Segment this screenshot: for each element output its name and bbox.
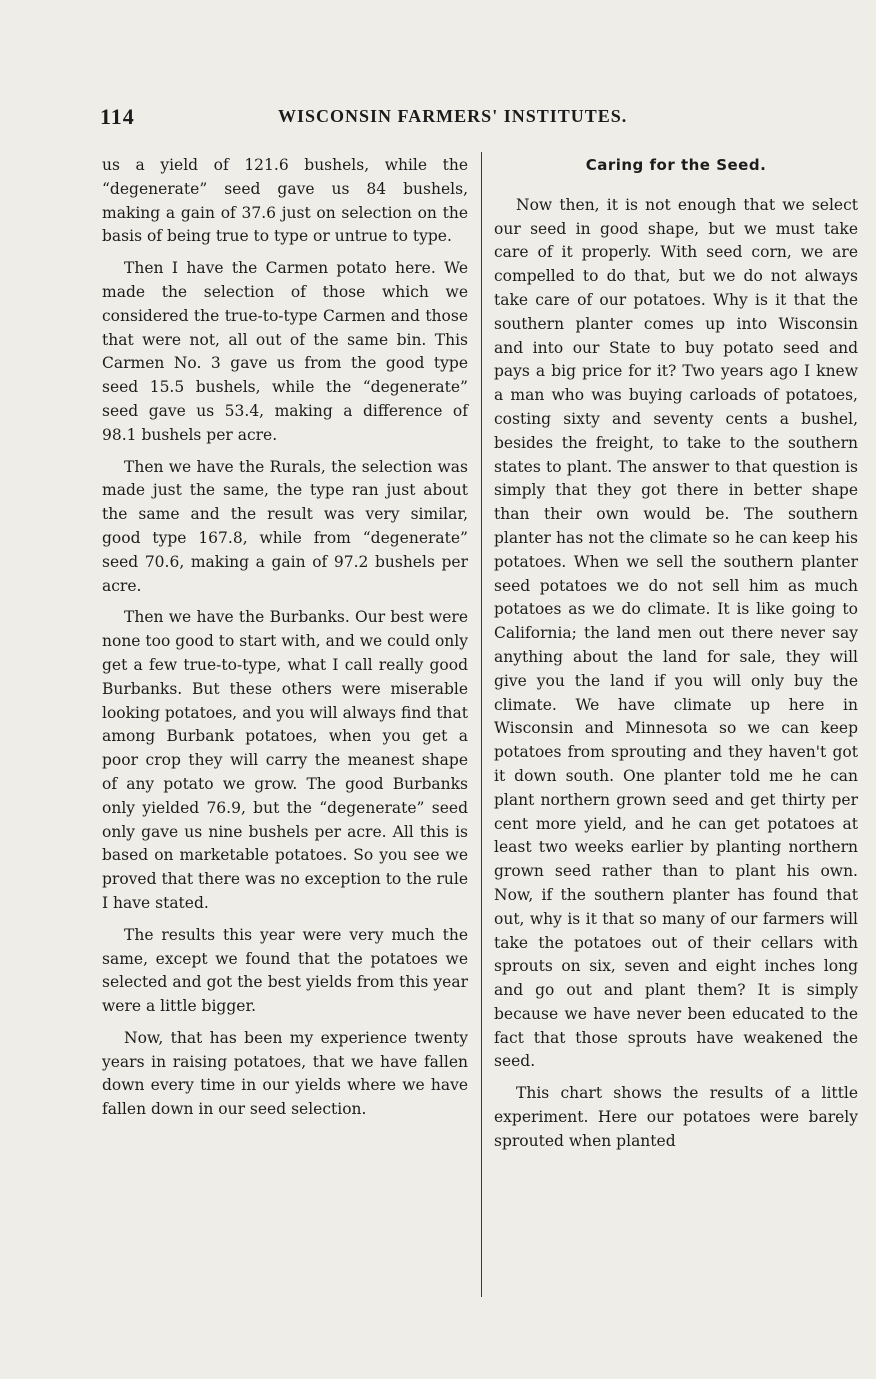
page-header xyxy=(100,104,776,134)
right-column xyxy=(494,154,858,1162)
column-divider xyxy=(481,152,482,1297)
paragraph: The results this year were very much the same, except we found that the potatoes we selected and got the best yields from this year were a little bigger. xyxy=(102,925,468,1016)
paragraph: Then I have the Carmen potato here. We made the selection of those which we considered the true-to-type Carmen and those that were not, all out of the same bin. This Carmen No. 3 gave us from the good type seed 15.5 bushels, while the “degenerate” seed gave us 53.4, making a difference of 98.1 bushels per acre. xyxy=(102,259,468,444)
paragraph: This chart shows the results of a little experiment. Here our potatoes were barely sprouted when planted xyxy=(494,1084,858,1150)
paragraph: Now, that has been my experience twenty years in raising potatoes, that we have fallen down every time in our yields where we have fallen down in our seed selection. xyxy=(102,1028,468,1119)
section-heading: Caring for the Seed. xyxy=(585,156,767,174)
page-number: 114 xyxy=(100,104,135,129)
paragraph: Then we have the Rurals, the selection was made just the same, the type ran just about the same and the result was very similar, good type 167.8, while from “degenerate” seed 70.6, making a gain of 97.2 bushels per acre. xyxy=(102,457,468,595)
running-title: WISCONSIN FARMERS' INSTITUTES. xyxy=(278,106,628,126)
paragraph: Then we have the Burbanks. Our best were none too good to start with, and we could only get a few true-to-type, what I call really good Burbanks. But these others were miserable looking potatoes, and you will always find that among Burbank potatoes, when you get a poor crop they will carry the meanest shape of any potato we grow. The good Burbanks only yielded 76.9, but the “degenerate” seed only gave us nine bushels per acre. All this is based on marketable potatoes. So you see we proved that there was no exception to the rule I have stated. xyxy=(102,608,469,912)
paragraph: us a yield of 121.6 bushels, while the “degenerate” seed gave us 84 bushels, making a gain of 37.6 just on selection on the basis of being true to type or untrue to type. xyxy=(102,156,468,246)
left-column xyxy=(102,154,468,1130)
paragraph: Now then, it is not enough that we select our seed in good shape, but we must take care of it properly. With seed corn, we are compelled to do that, but we do not always take care of our potatoes. Why is it that the southern planter comes up into Wisconsin and into our State to buy potato seed and pays a big price for it? Two years ago I knew a man who was buying carloads of potatoes, costing sixty and seventy cents a bushel, besides the freight, to take to the southern states to plant. The answer to that question is simply that they got there in better shape than their own would be. The southern planter has not the climate so he can keep his potatoes. When we sell the southern planter seed potatoes we do not sell him as much potatoes as we do climate. It is like going to California; the land men out there never say anything about the land for sale, they will give you the land if you will only buy the climate. We have climate up here in Wisconsin and Minnesota so we can keep potatoes from sprouting and they haven't got it down south. One planter told me he can plant northern grown seed and get thirty per cent more yield, and he can get potatoes at least two weeks earlier by planting northern grown seed rather than to plant his own. Now, if the southern planter has found that out, why is it that so many of our farmers will take the potatoes out of their cellars with sprouts on six, seven and eight inches long and go out and plant them? It is simply because we have never been educated to the fact that those sprouts have weakened the seed. xyxy=(494,195,858,1071)
